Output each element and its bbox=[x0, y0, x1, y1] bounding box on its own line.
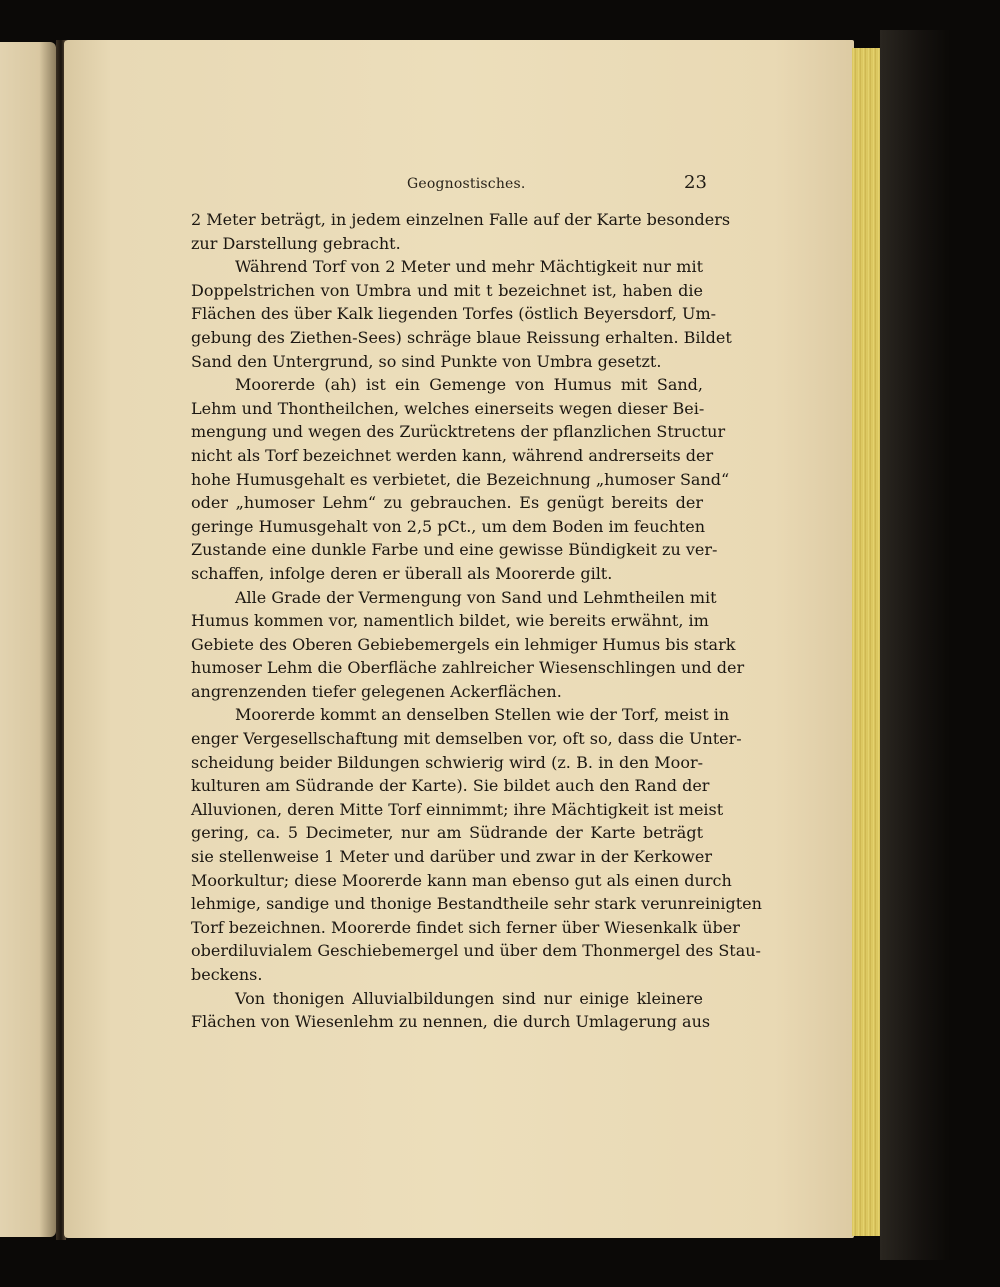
text-line: nicht als Torf bezeichnet werden kann, während andrerseits der bbox=[191, 445, 714, 465]
text-line: Sand den Untergrund, so sind Punkte von Umbra gesetzt. bbox=[191, 351, 662, 371]
text-line: Torf bezeichnen. Moorerde findet sich ferner über Wiesenkalk über bbox=[191, 917, 740, 937]
text-line: Moorerde (ah) ist ein Gemenge von Humus mit Sand, bbox=[235, 375, 703, 395]
text-line: Lehm und Thontheilchen, welches einerseits wegen dieser Bei- bbox=[191, 398, 705, 418]
text-line: Alle Grade der Vermengung von Sand und Lehmtheilen mit bbox=[235, 587, 717, 607]
text-line: humoser Lehm die Oberfläche zahlreicher Wiesenschlingen und der bbox=[191, 658, 745, 678]
text-line: hohe Humusgehalt es verbietet, die Bezeichnung „humoser Sand“ bbox=[191, 469, 730, 489]
running-title: Geognostisches. bbox=[407, 176, 526, 192]
text-line: zur Darstellung gebracht. bbox=[191, 233, 401, 253]
text-line: gering, ca. 5 Decimeter, nur am Südrande der Karte beträgt bbox=[191, 823, 703, 843]
page-number: 23 bbox=[684, 172, 707, 193]
text-line: enger Vergesellschaftung mit demselben vor, oft so, dass die Unter- bbox=[191, 729, 742, 749]
text-line: lehmige, sandige und thonige Bestandtheile sehr stark verunreinigten bbox=[191, 894, 762, 914]
text-line: mengung und wegen des Zurücktretens der pflanzlichen Structur bbox=[191, 422, 726, 442]
text-line: Humus kommen vor, namentlich bildet, wie bereits erwähnt, im bbox=[191, 611, 709, 631]
text-line: angrenzenden tiefer gelegenen Ackerflächen. bbox=[191, 681, 562, 701]
text-line: Während Torf von 2 Meter und mehr Mächtigkeit nur mit bbox=[235, 257, 703, 277]
text-line: Alluvionen, deren Mitte Torf einnimmt; ihre Mächtigkeit ist meist bbox=[191, 799, 724, 819]
text-line: Von thonigen Alluvialbildungen sind nur einige kleinere bbox=[235, 988, 703, 1008]
body-text bbox=[191, 208, 762, 1034]
text-line: Zustande eine dunkle Farbe und eine gewisse Bündigkeit zu ver- bbox=[191, 540, 718, 560]
text-line: oberdiluvialem Geschiebemergel und über dem Thonmergel des Stau- bbox=[191, 941, 761, 961]
text-line: scheidung beider Bildungen schwierig wird (z. B. in den Moor- bbox=[191, 752, 703, 772]
text-line: Moorerde kommt an denselben Stellen wie der Torf, meist in bbox=[235, 705, 730, 725]
text-line: sie stellenweise 1 Meter und darüber und zwar in der Kerkower bbox=[191, 847, 712, 867]
text-line: oder „humoser Lehm“ zu gebrauchen. Es genügt bereits der bbox=[191, 493, 703, 513]
text-line: schaffen, infolge deren er überall als Moorerde gilt. bbox=[191, 563, 613, 583]
text-line: Doppelstrichen von Umbra und mit t bezeichnet ist, haben die bbox=[191, 280, 703, 300]
text-line: Gebiete des Oberen Gebiebemergels ein lehmiger Humus bis stark bbox=[191, 634, 736, 654]
text-line: Moorkultur; diese Moorerde kann man ebenso gut als einen durch bbox=[191, 870, 732, 890]
gilded-page-edges bbox=[852, 48, 882, 1236]
text-line: gebung des Ziethen-Sees) schräge blaue Reissung erhalten. Bildet bbox=[191, 327, 732, 347]
text-line: geringe Humusgehalt von 2,5 pCt., um dem Boden im feuchten bbox=[191, 516, 706, 536]
page-header bbox=[64, 172, 854, 196]
text-line: beckens. bbox=[191, 965, 263, 984]
left-page-edge bbox=[0, 42, 56, 1237]
text-line: Flächen des über Kalk liegenden Torfes (östlich Beyersdorf, Um- bbox=[191, 304, 717, 324]
text-line: kulturen am Südrande der Karte). Sie bildet auch den Rand der bbox=[191, 776, 710, 796]
text-line: Flächen von Wiesenlehm zu nennen, die durch Umlagerung aus bbox=[191, 1012, 711, 1032]
book-cover-edge bbox=[880, 30, 950, 1260]
text-line: 2 Meter beträgt, in jedem einzelnen Falle auf der Karte besonders bbox=[191, 210, 731, 229]
